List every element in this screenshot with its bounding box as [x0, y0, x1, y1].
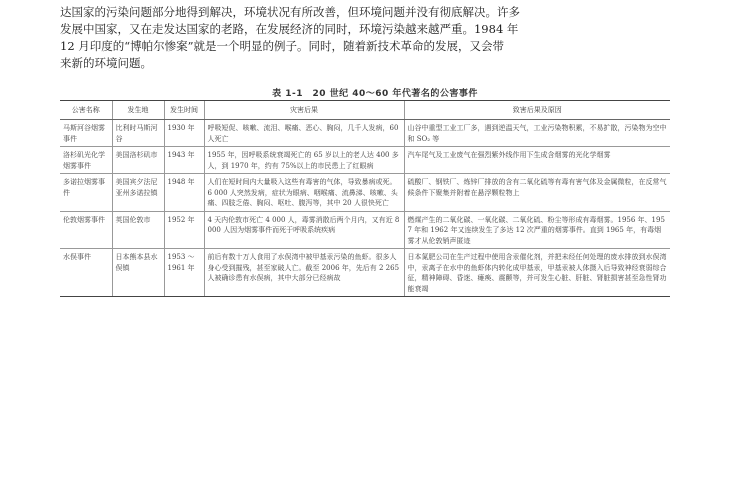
table-row — [60, 174, 670, 212]
intro-line: 发展中国家，又在走发达国家的老路，在发展经济的同时，环境污染越来越严重。1984 年 — [60, 22, 519, 36]
cell-cause: 燃煤产生的二氧化碳、一氧化碳、二氧化硫、粉尘等形成有毒烟雾。1956 年、1957 年和 1962 年又连续发生了多达 12 次严重的烟雾事件。直到 1965 年，有毒烟雾才从伦敦销声匿迹 — [404, 211, 670, 249]
header-place: 发生地 — [112, 101, 164, 120]
cell-place: 比利时马斯河谷 — [112, 120, 164, 147]
cell-effect: 人们在短时间内大量吸入这些有毒害的气体，导致暴病或死。6 000 人突然发病，症状为眼病、咽喉痛、流鼻涕、咳嗽、头痛、四肢乏倦、胸闷、呕吐、腹泻等，其中 20 人很快死亡 — [204, 174, 404, 212]
cell-name: 多诺拉烟雾事件 — [60, 174, 112, 212]
cell-cause: 汽车尾气及工业废气在强烈紫外线作用下生成含烟雾的光化学烟雾 — [404, 147, 670, 174]
cell-place: 美国宾夕法尼亚州多诺拉镇 — [112, 174, 164, 212]
intro-paragraph — [60, 4, 700, 72]
cell-name: 洛杉矶光化学烟雾事件 — [60, 147, 112, 174]
cell-year: 1953 ～ 1961 年 — [164, 249, 204, 297]
cell-effect: 前后有数十万人食用了水俣湾中被甲基汞污染的鱼虾。很多人身心受到摧残，甚至家破人亡。截至 2006 年，先后有 2 265 人被确诊患有水俣病，其中大部分已经病故 — [204, 249, 404, 297]
table-caption: 表 1-1 20 世纪 40～60 年代著名的公害事件 — [272, 89, 478, 99]
cell-effect: 呼吸短促、咳嗽、流泪、喉痛、恶心、胸闷，几千人发病，60 人死亡 — [204, 120, 404, 147]
header-effect: 灾害后果 — [204, 101, 404, 120]
table-row — [60, 147, 670, 174]
header-cause: 致害后果及原因 — [404, 101, 670, 120]
cell-cause: 山谷中重型工业工厂多，遇到逆温天气，工业污染物积累，不易扩散，污染物为空中和 SO₂ 等 — [404, 120, 670, 147]
cell-year: 1952 年 — [164, 211, 204, 249]
table-row — [60, 211, 670, 249]
intro-line: 来新的环境问题。 — [60, 56, 152, 70]
cell-name: 伦敦烟雾事件 — [60, 211, 112, 249]
intro-line: 达国家的污染问题部分地得到解决，环境状况有所改善，但环境问题并没有彻底解决。许多 — [60, 5, 520, 19]
table-row — [60, 120, 670, 147]
cell-year: 1948 年 — [164, 174, 204, 212]
table-header-row — [60, 101, 670, 120]
pollution-events-table — [60, 100, 670, 297]
cell-name: 马斯河谷烟雾事件 — [60, 120, 112, 147]
intro-line: 12 月印度的“博帕尔惨案”就是一个明显的例子。同时，随着新技术革命的发展，又会带 — [60, 39, 505, 53]
cell-effect: 4 天内伦敦市死亡 4 000 人，毒雾消散后两个月内，又有近 8 000 人因为烟雾事件而死于呼吸系统疾病 — [204, 211, 404, 249]
header-year: 发生时间 — [164, 101, 204, 120]
header-name: 公害名称 — [60, 101, 112, 120]
cell-year: 1943 年 — [164, 147, 204, 174]
cell-place: 日本熊本县水俣镇 — [112, 249, 164, 297]
cell-place: 美国洛杉矶市 — [112, 147, 164, 174]
cell-year: 1930 年 — [164, 120, 204, 147]
cell-name: 水俣事件 — [60, 249, 112, 297]
cell-cause: 硫酸厂、钢铁厂、炼锌厂排放的含有二氧化硫等有毒有害气体及金属微粒，在反常气候条件下聚集并附着在悬浮颗粒物上 — [404, 174, 670, 212]
cell-place: 英国伦敦市 — [112, 211, 164, 249]
table-row — [60, 249, 670, 297]
cell-effect: 1955 年，因呼吸系统衰竭死亡的 65 岁以上的老人达 400 多人，到 1970 年，约有 75%以上的市民患上了红眼病 — [204, 147, 404, 174]
cell-cause: 日本氮肥公司在生产过程中使用含汞催化剂，并把未经任何处理的废水排放到水俣湾中，汞离子在水中的鱼虾体内转化成甲基汞，甲基汞被人体摄入后导致神经衰弱综合征，精神障碍、昏迷、瘫痪、震颤等，并可发生心脏、肝脏、肾脏损害甚至急性肾功能衰竭 — [404, 249, 670, 297]
